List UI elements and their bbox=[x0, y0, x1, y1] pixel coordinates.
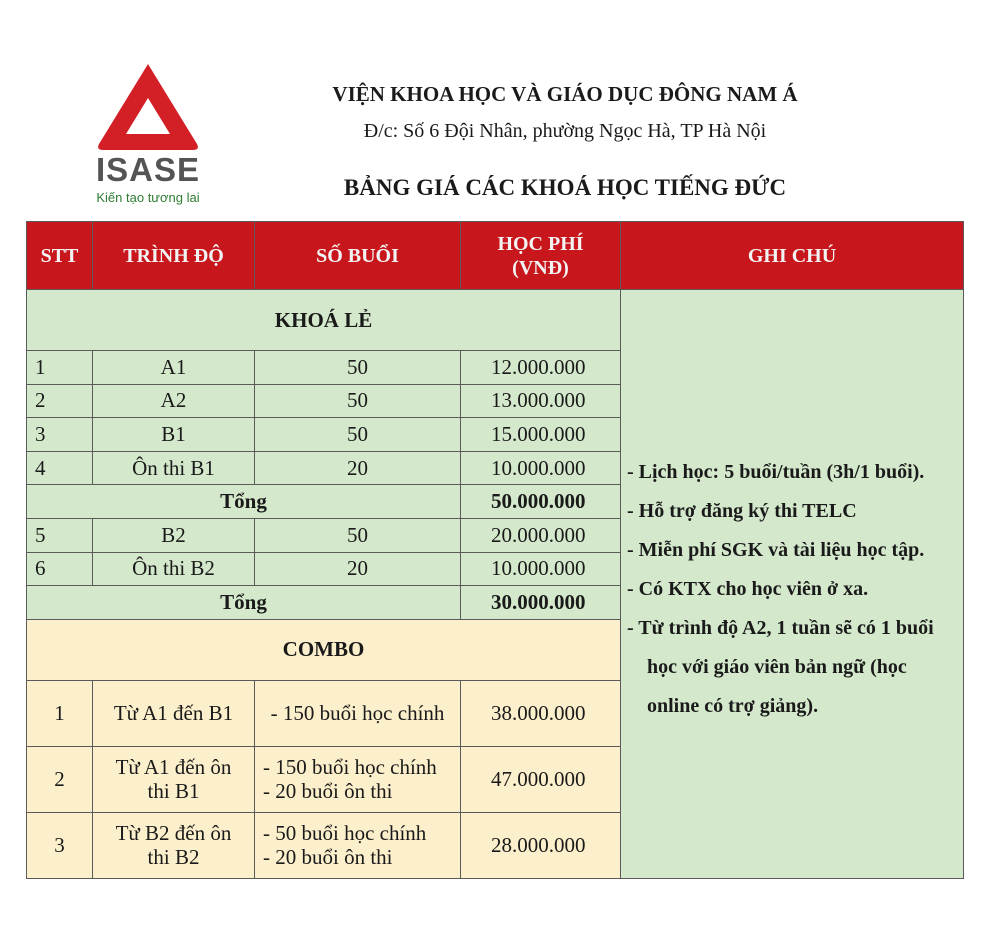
total-value: 30.000.000 bbox=[461, 586, 621, 620]
sessions-cell: 20 bbox=[255, 451, 461, 485]
level-line: Từ B2 đến ôn bbox=[115, 821, 232, 846]
total-value: 50.000.000 bbox=[461, 485, 621, 519]
level-cell: B2 bbox=[93, 518, 255, 552]
logo-tagline: Kiến tạo tương lai bbox=[96, 190, 200, 205]
level-cell bbox=[93, 746, 255, 812]
session-line: - 20 buổi ôn thi bbox=[263, 845, 393, 870]
fee-cell: 28.000.000 bbox=[461, 812, 621, 878]
table-header-row bbox=[27, 222, 964, 290]
level-cell: Từ A1 đến B1 bbox=[93, 680, 255, 746]
notes-cell bbox=[621, 290, 964, 879]
stt-cell: 4 bbox=[27, 451, 93, 485]
stt-cell: 5 bbox=[27, 518, 93, 552]
sessions-cell bbox=[255, 746, 461, 812]
note-item: - Có KTX cho học viên ở xa. bbox=[627, 578, 869, 600]
price-table bbox=[26, 221, 964, 879]
logo-name: ISASE bbox=[96, 151, 201, 188]
stt-cell: 3 bbox=[27, 418, 93, 452]
sessions-cell: 50 bbox=[255, 384, 461, 418]
column-header-fee bbox=[461, 222, 621, 290]
session-line: - 50 buổi học chính bbox=[263, 821, 427, 846]
total-label: Tổng bbox=[27, 485, 461, 519]
stt-cell: 3 bbox=[27, 812, 93, 878]
sessions-cell: 50 bbox=[255, 351, 461, 385]
section-title-single: KHOÁ LẺ bbox=[27, 290, 621, 351]
level-cell: Ôn thi B1 bbox=[93, 451, 255, 485]
fee-header-line-2: (VNĐ) bbox=[512, 256, 569, 279]
level-line: thi B1 bbox=[147, 779, 200, 804]
note-item: online có trợ giảng). bbox=[647, 695, 819, 717]
sessions-cell bbox=[255, 812, 461, 878]
section-title-combo: COMBO bbox=[27, 619, 621, 680]
fee-cell: 38.000.000 bbox=[461, 680, 621, 746]
isase-logo bbox=[96, 60, 200, 210]
sessions-cell: 50 bbox=[255, 418, 461, 452]
note-item: học với giáo viên bản ngữ (học bbox=[647, 656, 907, 678]
organization-name: VIỆN KHOA HỌC VÀ GIÁO DỤC ĐÔNG NAM Á bbox=[332, 82, 798, 106]
fee-cell: 10.000.000 bbox=[461, 552, 621, 586]
column-header-sessions: SỐ BUỔI bbox=[255, 222, 461, 290]
stt-cell: 2 bbox=[27, 746, 93, 812]
triangle-logo-icon bbox=[96, 60, 200, 152]
note-item: - Hỗ trợ đăng ký thi TELC bbox=[627, 500, 857, 522]
sessions-cell: 50 bbox=[255, 518, 461, 552]
organization-address: Đ/c: Số 6 Đội Nhân, phường Ngọc Hà, TP Hà Nội bbox=[363, 120, 767, 142]
fee-cell: 13.000.000 bbox=[461, 384, 621, 418]
level-cell: A2 bbox=[93, 384, 255, 418]
session-line: - 20 buổi ôn thi bbox=[263, 779, 393, 804]
note-item: - Miễn phí SGK và tài liệu học tập. bbox=[627, 539, 925, 561]
column-header-notes: GHI CHÚ bbox=[621, 222, 964, 290]
total-label: Tổng bbox=[27, 586, 461, 620]
sessions-cell: 20 bbox=[255, 552, 461, 586]
level-cell: Ôn thi B2 bbox=[93, 552, 255, 586]
note-item: - Từ trình độ A2, 1 tuần sẽ có 1 buổi bbox=[627, 617, 934, 639]
stt-cell: 6 bbox=[27, 552, 93, 586]
fee-cell: 12.000.000 bbox=[461, 351, 621, 385]
level-cell: B1 bbox=[93, 418, 255, 452]
section-row bbox=[27, 290, 964, 351]
stt-cell: 1 bbox=[27, 351, 93, 385]
document-title: BẢNG GIÁ CÁC KHOÁ HỌC TIẾNG ĐỨC bbox=[343, 175, 787, 200]
fee-cell: 15.000.000 bbox=[461, 418, 621, 452]
level-cell: A1 bbox=[93, 351, 255, 385]
fee-cell: 10.000.000 bbox=[461, 451, 621, 485]
fee-cell: 20.000.000 bbox=[461, 518, 621, 552]
sessions-cell: - 150 buổi học chính bbox=[255, 680, 461, 746]
fee-header-line-1: HỌC PHÍ bbox=[497, 232, 584, 255]
level-cell bbox=[93, 812, 255, 878]
session-line: - 150 buổi học chính bbox=[263, 755, 437, 780]
column-header-level: TRÌNH ĐỘ bbox=[93, 222, 255, 290]
stt-cell: 2 bbox=[27, 384, 93, 418]
level-line: thi B2 bbox=[147, 845, 200, 870]
note-item: - Lịch học: 5 buổi/tuần (3h/1 buổi). bbox=[627, 461, 925, 483]
level-line: Từ A1 đến ôn bbox=[115, 755, 232, 780]
column-header-stt: STT bbox=[27, 222, 93, 290]
fee-cell: 47.000.000 bbox=[461, 746, 621, 812]
stt-cell: 1 bbox=[27, 680, 93, 746]
